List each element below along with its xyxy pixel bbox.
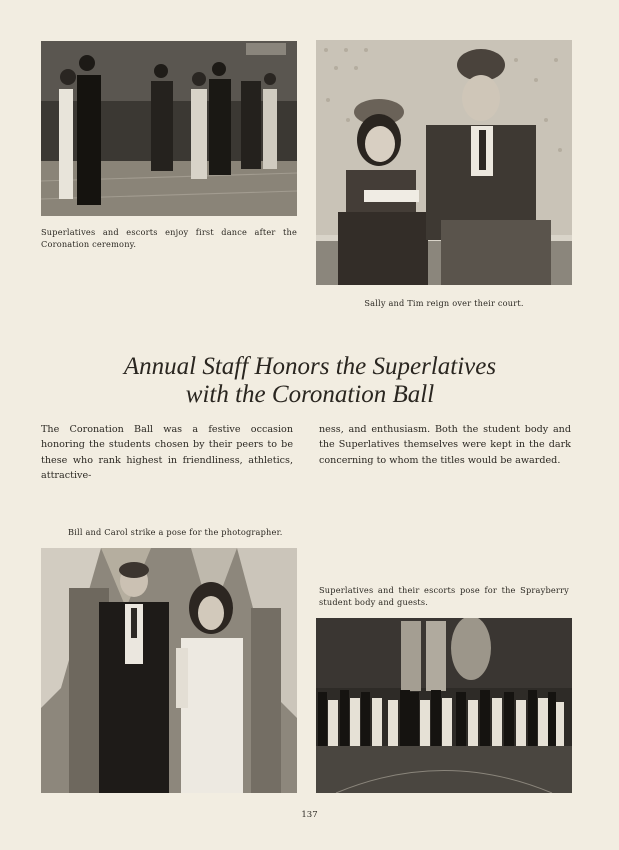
headline [60,353,560,409]
caption-sally-and-tim: Sally and Tim reign over their court. [364,298,524,308]
photo-first-dance [41,41,297,216]
photo-bill-and-carol [41,548,297,793]
page-number: 137 [301,810,318,820]
caption-bill-and-carol: Bill and Carol strike a pose for the photographer. [68,527,283,537]
body-column-1: The Coronation Ball was a festive occasion honoring the students chosen by their peers to be these who rank highest in friendliness, athletics, attractive- [41,424,293,482]
headline-line-1: Annual Staff Honors the Superlatives [123,353,497,380]
caption-first-dance: Superlatives and escorts enjoy first dance after the Coronation ceremony. [41,227,297,249]
body-column-2: ness, and enthusiasm. Both the student body and the Superlatives themselves were kept in the dark concerning to whom the titles would be awarded. [319,424,571,466]
photo-superlatives-and-escorts [316,618,572,793]
caption-escorts-pose: Superlatives and their escorts pose for the Sprayberry student body and guests. [319,585,569,607]
photo-sally-and-tim [316,40,572,285]
headline-line-2: with the Coronation Ball [185,381,435,408]
